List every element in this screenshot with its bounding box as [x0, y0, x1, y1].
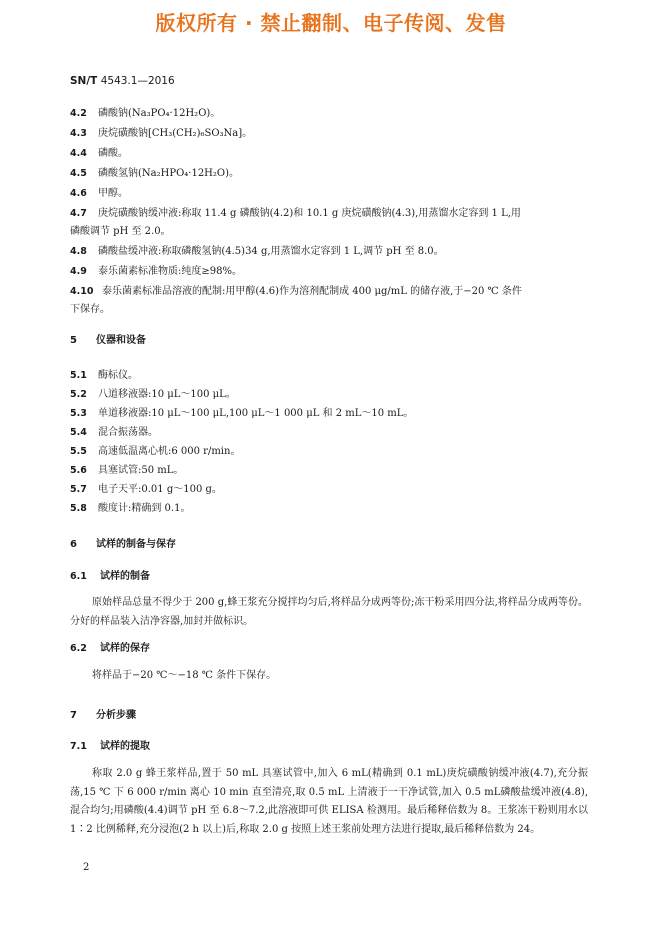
list-item	[70, 125, 252, 143]
standard-number: 4543.1—2016	[100, 75, 175, 87]
item-number: 5.2	[70, 389, 87, 400]
list-item-continued	[70, 301, 110, 319]
list-item	[70, 105, 220, 123]
section-number: 6	[70, 539, 77, 550]
item-text: 八道移液器:10 μL～100 μL。	[98, 389, 236, 400]
page-number: 2	[83, 862, 90, 873]
item-text: 单道移液器:10 μL～100 μL,100 μL～1 000 μL 和 2 mL～10 mL。	[98, 408, 414, 419]
subsection-number: 7.1	[70, 741, 87, 752]
item-number: 5.1	[70, 370, 87, 381]
paragraph: 称取 2.0 g 蜂王浆样品,置于 50 mL 具塞试管中,加入 6 mL(精确到 0.1 mL)庚烷磺酸钠缓冲液(4.7),充分振荡,15 ℃ 下 6 000 r/min 离心 10 min 直至清亮,取 0.5 mL 上清液于一干净试管,加入 0.5 mL磷酸盐缓冲液(4.8),混合均匀;用磷酸(4.4)调节 pH 至 6.8～7.2,此溶液即可供 ELISA 检测用。最后稀释倍数为 8。王浆冻干粉则用水以 1∶2 比例稀释,充分浸泡(2 h 以上)后,称取 2.0 g 按照上述王浆前处理方法进行提取,最后稀释倍数为 24。	[70, 768, 588, 835]
list-item	[70, 481, 222, 499]
standard-prefix: SN/T	[70, 75, 98, 87]
list-item	[70, 263, 242, 281]
item-text: 磷酸调节 pH 至 2.0。	[70, 226, 171, 237]
item-text: 电子天平:0.01 g～100 g。	[98, 484, 222, 495]
item-number: 4.10	[70, 286, 94, 297]
item-number: 4.6	[70, 188, 87, 199]
subsection-heading	[70, 640, 150, 658]
item-number: 5.5	[70, 446, 87, 457]
list-item	[70, 367, 138, 385]
paragraph: 原始样品总量不得少于 200 g,蜂王浆充分搅拌均匀后,将样品分成两等份;冻干粉采用四分法,将样品分成两等份。分好的样品装入洁净容器,加封并做标识。	[70, 597, 588, 627]
section-heading	[70, 707, 136, 725]
standard-id	[70, 75, 175, 87]
list-item	[70, 243, 444, 261]
paragraph: 将样品于−20 ℃～−18 ℃ 条件下保存。	[92, 670, 277, 681]
list-item	[70, 165, 239, 183]
item-number: 5.3	[70, 408, 87, 419]
subsection-heading	[70, 568, 150, 586]
item-text: 磷酸盐缓冲液:称取磷酸氢钠(4.5)34 g,用蒸馏水定容到 1 L,调节 pH 至 8.0。	[98, 246, 444, 257]
item-number: 4.7	[70, 208, 87, 219]
section-title: 分析步骤	[96, 710, 136, 721]
item-number: 4.4	[70, 148, 87, 159]
item-number: 4.3	[70, 128, 87, 139]
item-text: 庚烷磺酸钠缓冲液:称取 11.4 g 磷酸钠(4.2)和 10.1 g 庚烷磺酸钠(4.3),用蒸馏水定容到 1 L,用	[98, 208, 521, 219]
item-text: 高速低温离心机:6 000 r/min。	[98, 446, 241, 457]
item-text: 泰乐菌素标准品溶液的配制:用甲醇(4.6)作为溶剂配制成 400 μg/mL 的储存液,于−20 ℃ 条件	[102, 286, 522, 297]
list-item	[70, 283, 522, 301]
list-item	[70, 386, 236, 404]
item-text: 泰乐菌素标准物质:纯度≥98%。	[98, 266, 242, 277]
list-item	[70, 405, 413, 423]
list-item	[70, 205, 521, 223]
item-text: 磷酸。	[98, 148, 128, 159]
item-text: 甲醇。	[98, 188, 128, 199]
item-text: 具塞试管:50 mL。	[98, 465, 184, 476]
item-number: 4.5	[70, 168, 87, 179]
section-heading	[70, 332, 146, 350]
item-text: 磷酸氢钠(Na₂HPO₄·12H₂O)。	[98, 168, 240, 179]
subsection-number: 6.1	[70, 571, 87, 582]
subsection-title: 试样的制备	[100, 571, 150, 582]
subsection-title: 试样的保存	[100, 643, 150, 654]
list-item	[70, 424, 158, 442]
item-text: 混合振荡器。	[98, 427, 158, 438]
list-item	[70, 500, 190, 518]
list-item	[70, 185, 128, 203]
list-item	[70, 462, 183, 480]
section-number: 5	[70, 335, 77, 346]
list-item	[70, 145, 128, 163]
item-number: 5.4	[70, 427, 87, 438]
section-heading	[70, 536, 176, 554]
subsection-number: 6.2	[70, 643, 87, 654]
item-text: 酸度计:精确到 0.1。	[98, 503, 191, 514]
list-item-continued	[70, 223, 171, 241]
item-text: 酶标仪。	[98, 370, 138, 381]
item-number: 4.8	[70, 246, 87, 257]
item-number: 4.9	[70, 266, 87, 277]
item-number: 5.8	[70, 503, 87, 514]
section-number: 7	[70, 710, 77, 721]
section-title: 仪器和设备	[96, 335, 146, 346]
item-text: 磷酸钠(Na₃PO₄·12H₂O)。	[98, 108, 221, 119]
item-number: 4.2	[70, 108, 87, 119]
item-text: 庚烷磺酸钠[CH₃(CH₂)₆SO₃Na]。	[98, 128, 253, 139]
item-text: 下保存。	[70, 304, 110, 315]
item-number: 5.6	[70, 465, 87, 476]
subsection-heading	[70, 738, 150, 756]
list-item	[70, 443, 240, 461]
subsection-title: 试样的提取	[100, 741, 150, 752]
item-number: 5.7	[70, 484, 87, 495]
copyright-banner: 版权所有 · 禁止翻制、电子传阅、发售	[155, 11, 507, 35]
section-title: 试样的制备与保存	[96, 539, 176, 550]
